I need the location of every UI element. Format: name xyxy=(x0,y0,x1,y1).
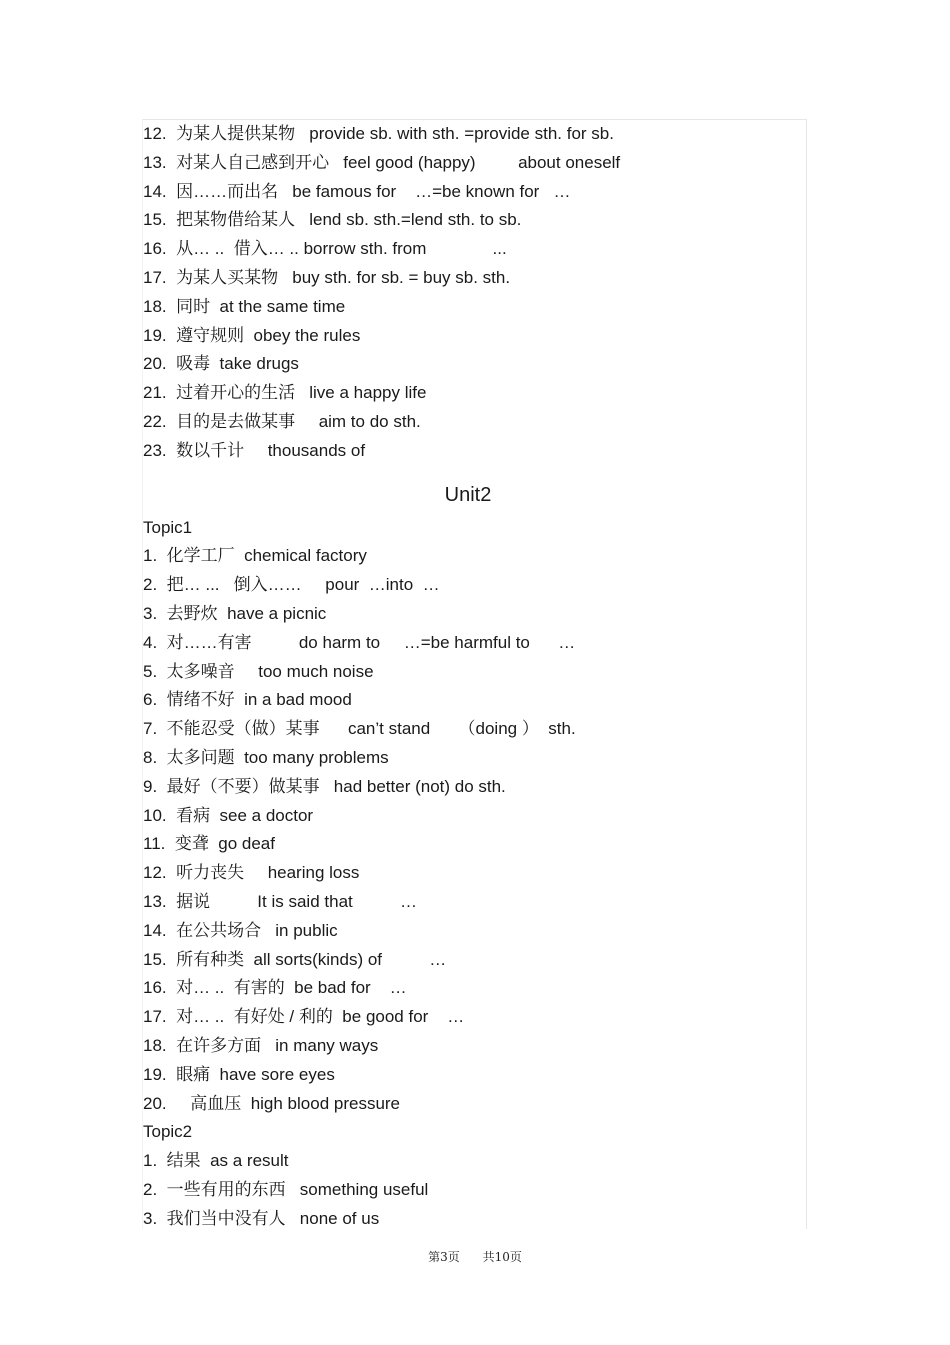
topic1-section xyxy=(143,514,803,1119)
list-item: 20. 高血压 high blood pressure xyxy=(143,1093,401,1113)
list-item: 6. 情绪不好 in a bad mood xyxy=(143,690,352,710)
list-item: 3. 去野炊 have a picnic xyxy=(143,603,327,623)
list-item: 13. 据说 It is said that … xyxy=(143,891,417,911)
document-body xyxy=(143,120,803,1233)
list-item: 7. 不能忍受（做）某事 can’t stand （doing ） sth. xyxy=(143,719,576,739)
list-item: 3. 我们当中没有人 none of us xyxy=(143,1208,380,1228)
list-item: 16. 对… .. 有害的 be bad for … xyxy=(143,978,407,998)
list-item: 2. 一些有用的东西 something useful xyxy=(143,1179,429,1199)
list-item: 18. 同时 at the same time xyxy=(143,296,346,316)
topic2-section xyxy=(143,1118,803,1233)
list-item: 2. 把… ... 倒入…… pour …into … xyxy=(143,575,440,595)
vocab-list-top xyxy=(143,120,803,466)
list-item: 20. 吸毒 take drugs xyxy=(143,354,299,374)
list-item: 4. 对……有害 do harm to …=be harmful to … xyxy=(143,632,576,652)
list-item: 10. 看病 see a doctor xyxy=(143,805,314,825)
topic-heading: Topic2 xyxy=(143,1122,193,1142)
list-item: 12. 为某人提供某物 provide sb. with sth. =provide sth. for sb. xyxy=(143,124,614,143)
list-item: 9. 最好（不要）做某事 had better (not) do sth. xyxy=(143,776,506,796)
list-item: 19. 遵守规则 obey the rules xyxy=(143,325,361,345)
list-item: 1. 结果 as a result xyxy=(143,1151,289,1171)
list-item: 15. 所有种类 all sorts(kinds) of … xyxy=(143,949,447,969)
list-item: 17. 为某人买某物 buy sth. for sb. = buy sb. sth. xyxy=(143,267,511,287)
list-item: 14. 因……而出名 be famous for …=be known for … xyxy=(143,181,571,201)
list-item: 12. 听力丧失 hearing loss xyxy=(143,863,360,883)
unit-title: Unit2 xyxy=(444,483,492,506)
topic-heading: Topic1 xyxy=(143,517,193,537)
list-item: 15. 把某物借给某人 lend sb. sth.=lend sth. to sb. xyxy=(143,210,522,230)
list-item: 11. 变聋 go deaf xyxy=(143,834,275,854)
list-item: 1. 化学工厂 chemical factory xyxy=(143,546,367,566)
list-item: 17. 对… .. 有好处 / 利的 be good for … xyxy=(143,1007,465,1027)
list-item: 22. 目的是去做某事 aim to do sth. xyxy=(143,411,421,431)
list-item: 18. 在许多方面 in many ways xyxy=(143,1035,379,1055)
list-item: 19. 眼痛 have sore eyes xyxy=(143,1064,335,1084)
list-item: 23. 数以千计 thousands of xyxy=(143,440,366,460)
list-item: 16. 从… .. 借入… .. borrow sth. from ... xyxy=(143,239,507,259)
page-number-footer: 第3页 共10页 xyxy=(428,1250,522,1264)
list-item: 5. 太多噪音 too much noise xyxy=(143,661,374,681)
list-item: 8. 太多问题 too many problems xyxy=(143,747,389,767)
list-item: 13. 对某人自己感到开心 feel good (happy) about oneself xyxy=(143,152,621,172)
list-item: 21. 过着开心的生活 live a happy life xyxy=(143,383,427,403)
list-item: 14. 在公共场合 in public xyxy=(143,920,338,940)
